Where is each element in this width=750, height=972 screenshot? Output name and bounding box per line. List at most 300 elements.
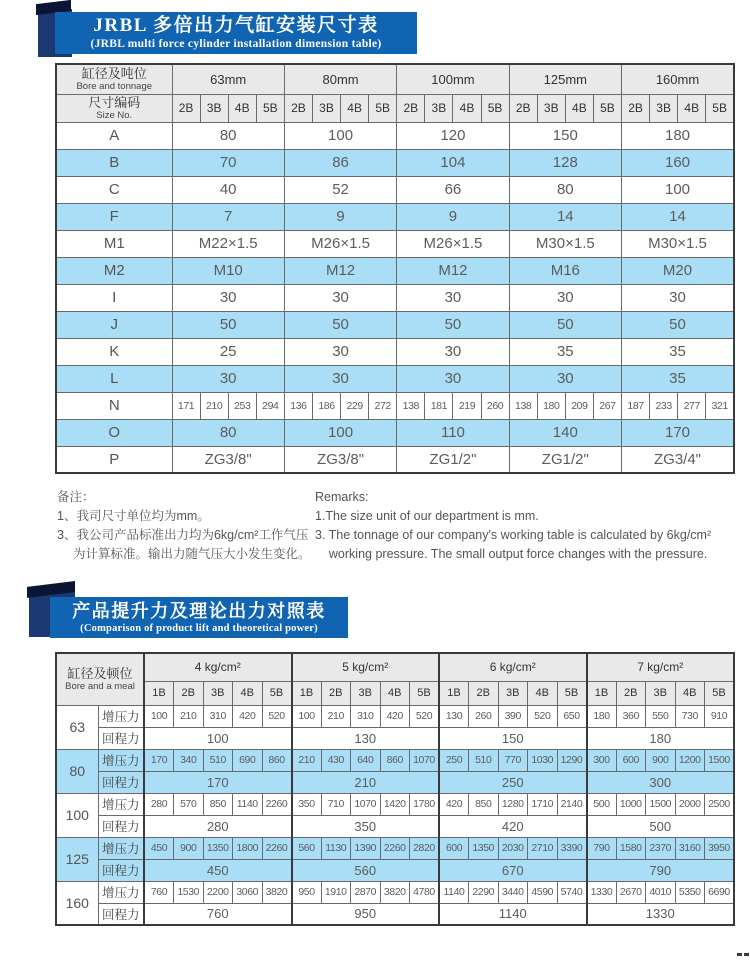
dimension-value: 30 — [284, 338, 396, 365]
boost-value: 300 — [587, 749, 617, 771]
row-label: L — [56, 365, 172, 392]
boost-value: 310 — [203, 705, 233, 727]
boost-value: 2670 — [616, 881, 646, 903]
boost-value: 790 — [587, 837, 617, 859]
dimension-value: 50 — [397, 311, 509, 338]
bore-80-boost-row — [56, 749, 734, 771]
row-label: N — [56, 392, 172, 419]
boost-value: 2290 — [469, 881, 499, 903]
boost-value: 280 — [144, 793, 174, 815]
dimension-value: M26×1.5 — [397, 230, 509, 257]
section1-banner — [55, 12, 417, 54]
boost-value: 1330 — [587, 881, 617, 903]
sub-col-header: 3B — [200, 94, 228, 122]
lift-power-comparison-table — [55, 652, 735, 926]
return-label: 回程力 — [98, 815, 144, 837]
dimension-value: 70 — [172, 149, 284, 176]
sub-col-header: 5B — [706, 94, 734, 122]
row-label: K — [56, 338, 172, 365]
return-value: 150 — [439, 727, 587, 749]
boost-value: 3820 — [262, 881, 292, 903]
sub-col-header: 4B — [678, 94, 706, 122]
size-col-header: 80mm — [284, 64, 396, 94]
header-label-en: Bore and a meal — [65, 681, 135, 693]
pressure-col-header: 4 kg/cm² — [144, 653, 292, 681]
sub-col-header: 4B — [233, 681, 263, 705]
section2-title-en: (Comparison of product lift and theoretical power) — [80, 623, 318, 634]
boost-value: 640 — [351, 749, 381, 771]
remark-line: 3. The tonnage of our company's working table is calculated by 6kg/cm² — [315, 528, 712, 542]
dimension-value: M30×1.5 — [622, 230, 735, 257]
section2-banner — [50, 597, 348, 638]
return-value: 280 — [144, 815, 292, 837]
dimension-row-J — [56, 311, 734, 338]
dimension-value: 181 — [425, 392, 453, 419]
return-value: 790 — [587, 859, 735, 881]
row-label: I — [56, 284, 172, 311]
sub-col-header: 5B — [557, 681, 587, 705]
boost-value: 1710 — [528, 793, 558, 815]
boost-value: 4780 — [410, 881, 440, 903]
bore-100-boost-row — [56, 793, 734, 815]
dimension-value: ZG1/2" — [509, 446, 621, 473]
boost-value: 500 — [587, 793, 617, 815]
boost-value: 650 — [557, 705, 587, 727]
boost-label: 增压力 — [98, 793, 144, 815]
boost-value: 100 — [144, 705, 174, 727]
dimension-value: 50 — [172, 311, 284, 338]
dimension-value: ZG3/8" — [172, 446, 284, 473]
row-label: M2 — [56, 257, 172, 284]
dimension-value: 100 — [284, 122, 396, 149]
dimension-value: 140 — [509, 419, 621, 446]
return-value: 350 — [292, 815, 440, 837]
boost-value: 5740 — [557, 881, 587, 903]
bore-label: 80 — [56, 749, 98, 793]
bore-label: 125 — [56, 837, 98, 881]
boost-value: 1390 — [351, 837, 381, 859]
boost-value: 1530 — [174, 881, 204, 903]
dimension-value: 187 — [622, 392, 650, 419]
dimension-value: 30 — [622, 284, 735, 311]
sub-col-header: 4B — [341, 94, 369, 122]
return-label: 回程力 — [98, 859, 144, 881]
boost-value: 2140 — [557, 793, 587, 815]
dimension-value: 128 — [509, 149, 621, 176]
sub-col-header: 1B — [292, 681, 322, 705]
boost-value: 1500 — [646, 793, 676, 815]
boost-value: 1280 — [498, 793, 528, 815]
section1-title-zh: JRBL 多倍出力气缸安装尺寸表 — [93, 15, 379, 36]
boost-label: 增压力 — [98, 881, 144, 903]
return-value: 420 — [439, 815, 587, 837]
boost-value: 1070 — [351, 793, 381, 815]
sub-col-header: 5B — [410, 681, 440, 705]
bore-63-boost-row — [56, 705, 734, 727]
bore-100-return-row — [56, 815, 734, 837]
boost-value: 450 — [144, 837, 174, 859]
remarks-english — [315, 488, 725, 564]
dimension-value: 253 — [228, 392, 256, 419]
sub-col-header: 2B — [616, 681, 646, 705]
boost-value: 340 — [174, 749, 204, 771]
dimension-value: 66 — [397, 176, 509, 203]
boost-value: 600 — [439, 837, 469, 859]
boost-value: 850 — [469, 793, 499, 815]
boost-value: 210 — [292, 749, 322, 771]
dimension-value: 30 — [284, 365, 396, 392]
dimension-value: 294 — [256, 392, 284, 419]
dimension-row-N — [56, 392, 734, 419]
remarks-block — [57, 488, 725, 564]
dimension-value: 160 — [622, 149, 735, 176]
sub-col-header: 5B — [593, 94, 621, 122]
sub-col-header: 3B — [312, 94, 340, 122]
boost-value: 3160 — [675, 837, 705, 859]
return-value: 130 — [292, 727, 440, 749]
boost-value: 510 — [203, 749, 233, 771]
boost-value: 600 — [616, 749, 646, 771]
bore-80-return-row — [56, 771, 734, 793]
sub-col-header: 4B — [228, 94, 256, 122]
boost-value: 690 — [233, 749, 263, 771]
boost-value: 1140 — [233, 793, 263, 815]
return-value: 670 — [439, 859, 587, 881]
sub-col-header: 2B — [321, 681, 351, 705]
dimension-value: 170 — [622, 419, 735, 446]
boost-value: 1500 — [705, 749, 735, 771]
boost-value: 2000 — [675, 793, 705, 815]
boost-value: 420 — [380, 705, 410, 727]
boost-value: 2870 — [351, 881, 381, 903]
bore-label: 100 — [56, 793, 98, 837]
boost-value: 520 — [410, 705, 440, 727]
dimension-value: 120 — [397, 122, 509, 149]
dimension-value: 321 — [706, 392, 734, 419]
boost-value: 360 — [616, 705, 646, 727]
boost-value: 2260 — [262, 837, 292, 859]
sub-col-header: 5B — [705, 681, 735, 705]
row-label: J — [56, 311, 172, 338]
dimension-value: ZG1/2" — [397, 446, 509, 473]
dimension-value: M12 — [397, 257, 509, 284]
boost-value: 1580 — [616, 837, 646, 859]
dimension-value: 80 — [172, 122, 284, 149]
dimension-value: 30 — [284, 284, 396, 311]
boost-value: 310 — [351, 705, 381, 727]
return-value: 250 — [439, 771, 587, 793]
boost-value: 430 — [321, 749, 351, 771]
dimension-value: 50 — [284, 311, 396, 338]
dimension-value: 30 — [172, 365, 284, 392]
bore-125-return-row — [56, 859, 734, 881]
sub-col-header: 2B — [284, 94, 312, 122]
boost-value: 730 — [675, 705, 705, 727]
return-value: 450 — [144, 859, 292, 881]
boost-value: 390 — [498, 705, 528, 727]
return-value: 560 — [292, 859, 440, 881]
dimension-value: M12 — [284, 257, 396, 284]
boost-value: 350 — [292, 793, 322, 815]
dimension-value: 186 — [312, 392, 340, 419]
sub-col-header: 4B — [380, 681, 410, 705]
dimension-value: 9 — [397, 203, 509, 230]
row-label: P — [56, 446, 172, 473]
dimension-value: 209 — [565, 392, 593, 419]
boost-label: 增压力 — [98, 837, 144, 859]
boost-value: 910 — [705, 705, 735, 727]
return-value: 180 — [587, 727, 735, 749]
sub-col-header: 4B — [675, 681, 705, 705]
dimension-value: 110 — [397, 419, 509, 446]
dimension-value: 210 — [200, 392, 228, 419]
remark-line: 1、我司尺寸单位均为mm。 — [57, 509, 210, 523]
boost-value: 1070 — [410, 749, 440, 771]
dimension-value: M10 — [172, 257, 284, 284]
boost-value: 210 — [174, 705, 204, 727]
boost-value: 550 — [646, 705, 676, 727]
dimension-value: 86 — [284, 149, 396, 176]
bore-header — [56, 653, 144, 705]
bore-label: 63 — [56, 705, 98, 749]
row-label: A — [56, 122, 172, 149]
bore-tonnage-header — [56, 64, 172, 94]
remark-line: working pressure. The small output force changes with the pressure. — [315, 547, 708, 561]
remarks-chinese — [57, 488, 315, 564]
sub-col-header: 2B — [174, 681, 204, 705]
boost-value: 570 — [174, 793, 204, 815]
boost-value: 2710 — [528, 837, 558, 859]
dimension-row-B — [56, 149, 734, 176]
boost-value: 510 — [469, 749, 499, 771]
boost-value: 100 — [292, 705, 322, 727]
dimension-value: 30 — [397, 338, 509, 365]
boost-value: 2500 — [705, 793, 735, 815]
header-label-en: Bore and tonnage — [76, 81, 153, 93]
boost-value: 2820 — [410, 837, 440, 859]
sub-col-header: 4B — [528, 681, 558, 705]
size-col-header: 160mm — [622, 64, 735, 94]
row-label: F — [56, 203, 172, 230]
return-value: 300 — [587, 771, 735, 793]
dimension-row-L — [56, 365, 734, 392]
return-value: 760 — [144, 903, 292, 925]
sub-col-header: 2B — [509, 94, 537, 122]
dimension-value: 35 — [509, 338, 621, 365]
sub-col-header: 5B — [262, 681, 292, 705]
boost-value: 3820 — [380, 881, 410, 903]
dimension-value: 9 — [284, 203, 396, 230]
boost-value: 1200 — [675, 749, 705, 771]
boost-value: 710 — [321, 793, 351, 815]
dimension-value: 7 — [172, 203, 284, 230]
dimension-row-I — [56, 284, 734, 311]
size-col-header: 100mm — [397, 64, 509, 94]
dimension-value: 267 — [593, 392, 621, 419]
boost-value: 2260 — [380, 837, 410, 859]
dimension-value: 180 — [622, 122, 735, 149]
boost-value: 770 — [498, 749, 528, 771]
boost-value: 760 — [144, 881, 174, 903]
sub-col-header: 2B — [172, 94, 200, 122]
return-label: 回程力 — [98, 903, 144, 925]
dimension-value: 30 — [397, 365, 509, 392]
boost-value: 3060 — [233, 881, 263, 903]
boost-value: 1350 — [469, 837, 499, 859]
sub-col-header: 3B — [646, 681, 676, 705]
sub-col-header: 2B — [622, 94, 650, 122]
boost-value: 4590 — [528, 881, 558, 903]
dimension-value: M26×1.5 — [284, 230, 396, 257]
sub-col-header: 2B — [469, 681, 499, 705]
dimension-value: 171 — [172, 392, 200, 419]
dimension-value: ZG3/4" — [622, 446, 735, 473]
boost-value: 2260 — [262, 793, 292, 815]
sub-col-header: 1B — [439, 681, 469, 705]
sub-col-header: 2B — [397, 94, 425, 122]
boost-value: 520 — [262, 705, 292, 727]
dimension-row-M1 — [56, 230, 734, 257]
return-value: 1330 — [587, 903, 735, 925]
dimension-value: 30 — [509, 284, 621, 311]
dimension-value: M22×1.5 — [172, 230, 284, 257]
bore-125-boost-row — [56, 837, 734, 859]
dimension-value: 104 — [397, 149, 509, 176]
sub-col-header: 3B — [498, 681, 528, 705]
dimension-value: 138 — [397, 392, 425, 419]
row-label: B — [56, 149, 172, 176]
boost-value: 860 — [262, 749, 292, 771]
page-number-mark — [744, 953, 749, 956]
boost-value: 1780 — [410, 793, 440, 815]
boost-value: 5350 — [675, 881, 705, 903]
boost-value: 2030 — [498, 837, 528, 859]
dimension-value: 272 — [369, 392, 397, 419]
section2-title-zh: 产品提升力及理论出力对照表 — [72, 601, 326, 621]
boost-label: 增压力 — [98, 749, 144, 771]
dimension-value: 100 — [622, 176, 735, 203]
dimension-row-P — [56, 446, 734, 473]
boost-value: 850 — [203, 793, 233, 815]
boost-value: 560 — [292, 837, 322, 859]
dimension-value: 229 — [341, 392, 369, 419]
boost-value: 180 — [587, 705, 617, 727]
boost-value: 6690 — [705, 881, 735, 903]
pressure-col-header: 7 kg/cm² — [587, 653, 735, 681]
header-label-zh: 缸径及吨位 — [81, 66, 147, 82]
bore-160-return-row — [56, 903, 734, 925]
bore-63-return-row — [56, 727, 734, 749]
sub-col-header: 3B — [203, 681, 233, 705]
boost-value: 250 — [439, 749, 469, 771]
boost-value: 3440 — [498, 881, 528, 903]
sub-col-header: 5B — [481, 94, 509, 122]
dimension-value: 30 — [172, 284, 284, 311]
dimension-row-C — [56, 176, 734, 203]
header-label-en: Size No. — [96, 110, 133, 121]
bore-label: 160 — [56, 881, 98, 925]
boost-value: 420 — [233, 705, 263, 727]
boost-value: 3950 — [705, 837, 735, 859]
dimension-row-K — [56, 338, 734, 365]
row-label: M1 — [56, 230, 172, 257]
dimension-value: 50 — [509, 311, 621, 338]
sub-col-header: 3B — [425, 94, 453, 122]
dimension-value: 50 — [622, 311, 735, 338]
header-label-zh: 尺寸编码 — [88, 95, 141, 110]
dimension-value: 260 — [481, 392, 509, 419]
boost-value: 1000 — [616, 793, 646, 815]
dimension-row-A — [56, 122, 734, 149]
boost-label: 增压力 — [98, 705, 144, 727]
sub-col-header: 5B — [256, 94, 284, 122]
boost-value: 520 — [528, 705, 558, 727]
dimension-value: 30 — [397, 284, 509, 311]
boost-value: 4010 — [646, 881, 676, 903]
boost-value: 900 — [646, 749, 676, 771]
boost-value: 950 — [292, 881, 322, 903]
boost-value: 2370 — [646, 837, 676, 859]
return-value: 1140 — [439, 903, 587, 925]
remarks-title-zh: 备注： — [57, 490, 95, 504]
return-label: 回程力 — [98, 771, 144, 793]
dimension-value: 35 — [622, 365, 735, 392]
boost-value: 900 — [174, 837, 204, 859]
dimension-value: 35 — [622, 338, 735, 365]
sub-col-header: 4B — [453, 94, 481, 122]
boost-value: 210 — [321, 705, 351, 727]
dimension-value: 14 — [509, 203, 621, 230]
page-number-mark — [737, 953, 742, 956]
dimension-value: 138 — [509, 392, 537, 419]
boost-value: 1290 — [557, 749, 587, 771]
boost-value: 1140 — [439, 881, 469, 903]
boost-value: 1800 — [233, 837, 263, 859]
boost-value: 420 — [439, 793, 469, 815]
dimension-value: 40 — [172, 176, 284, 203]
dimension-value: M20 — [622, 257, 735, 284]
remark-line: 3、我公司产品标准出力均为6kg/cm²工作气压 — [57, 528, 309, 542]
boost-value: 1030 — [528, 749, 558, 771]
dimension-value: 233 — [650, 392, 678, 419]
dimension-value: 52 — [284, 176, 396, 203]
dimension-value: 150 — [509, 122, 621, 149]
boost-value: 1130 — [321, 837, 351, 859]
return-label: 回程力 — [98, 727, 144, 749]
sub-col-header: 4B — [565, 94, 593, 122]
sub-col-header: 3B — [537, 94, 565, 122]
return-value: 100 — [144, 727, 292, 749]
boost-value: 260 — [469, 705, 499, 727]
return-value: 170 — [144, 771, 292, 793]
sub-col-header: 1B — [144, 681, 174, 705]
dimension-value: ZG3/8" — [284, 446, 396, 473]
dimension-value: 80 — [509, 176, 621, 203]
remark-line: 1.The size unit of our department is mm. — [315, 509, 539, 523]
remarks-title-en: Remarks: — [315, 490, 369, 504]
boost-value: 1420 — [380, 793, 410, 815]
boost-value: 860 — [380, 749, 410, 771]
boost-value: 1910 — [321, 881, 351, 903]
boost-value: 1350 — [203, 837, 233, 859]
boost-value: 2200 — [203, 881, 233, 903]
sub-col-header: 3B — [650, 94, 678, 122]
sub-col-header: 5B — [369, 94, 397, 122]
size-col-header: 125mm — [509, 64, 621, 94]
boost-value: 3390 — [557, 837, 587, 859]
return-value: 210 — [292, 771, 440, 793]
row-label: O — [56, 419, 172, 446]
